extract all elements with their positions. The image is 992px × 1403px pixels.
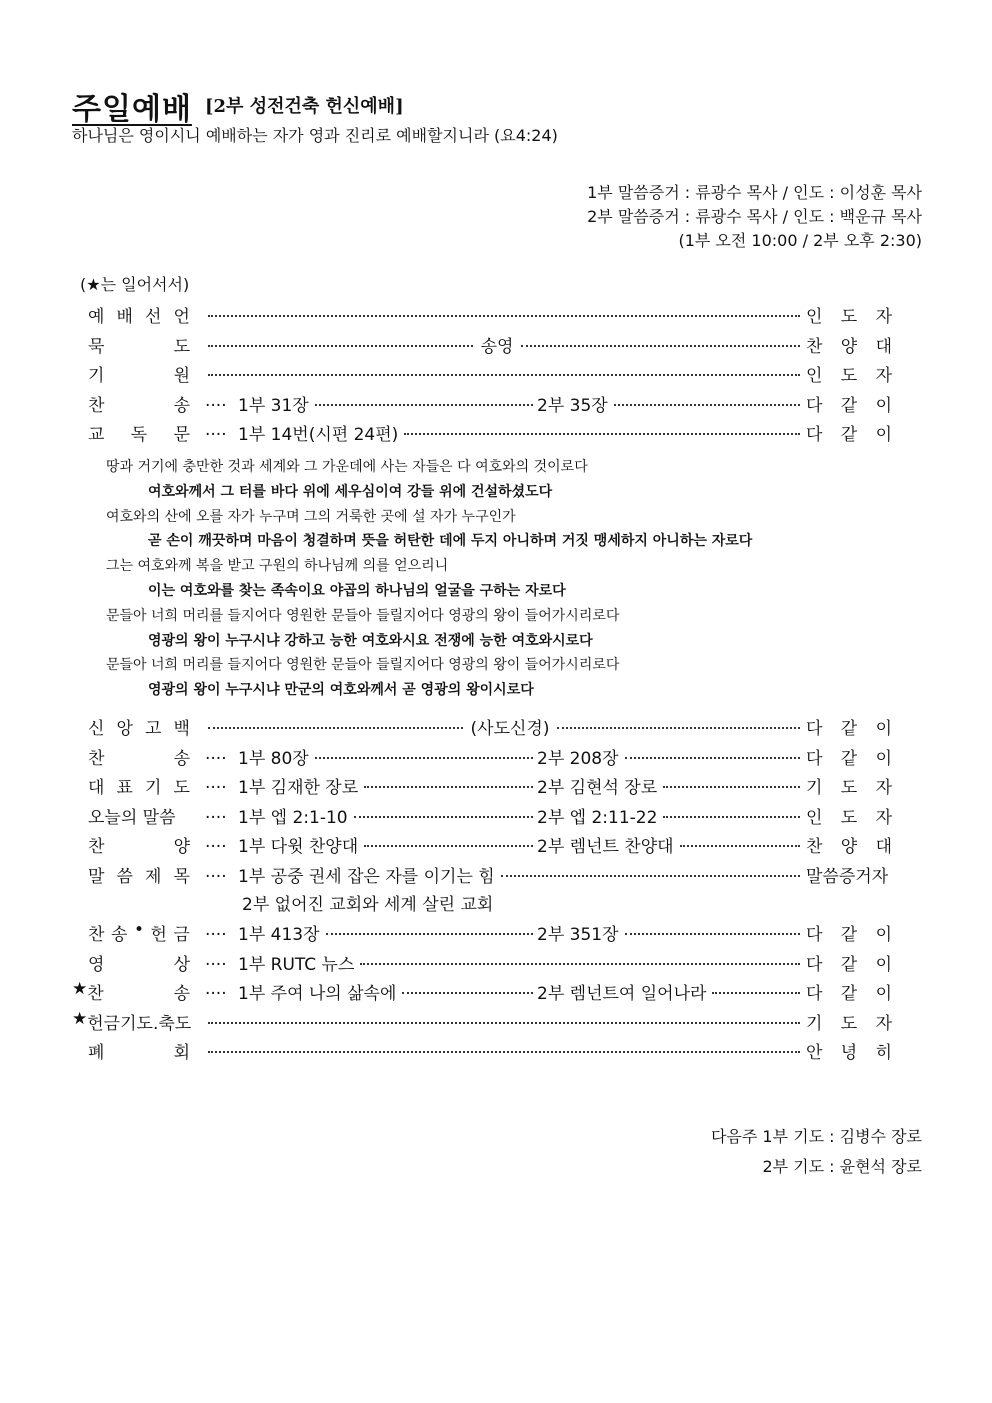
item-label: 오늘의 말씀 (88, 807, 176, 828)
part-2-detail: 2부 엡 2:11-22 (537, 807, 658, 828)
item-role: 다 같 이 (806, 425, 892, 445)
separator: .... (205, 861, 227, 882)
dot-leader (680, 845, 800, 847)
page-subtitle: [2부 성전건축 헌신예배] (205, 96, 404, 117)
separator: .... (205, 802, 227, 823)
item-role: 다 같 이 (806, 925, 892, 945)
leader-line: 문들아 너희 머리를 들지어다 영원한 문들아 들릴지어다 영광의 왕이 들어가시리로다 (106, 657, 620, 674)
service-item (0, 979, 992, 1005)
separator: .... (205, 832, 227, 852)
dot-leader (364, 845, 533, 847)
separator: .... (205, 773, 227, 793)
separator: .... (205, 743, 227, 764)
item-label: 찬 송 (88, 395, 190, 416)
item-label: ★ 헌금기도.축도 (72, 1008, 192, 1034)
item-label: 말 씀 제 목 (88, 866, 190, 887)
standing-note: (★는 일어서서) (80, 275, 190, 294)
service-item (0, 744, 992, 770)
next-week-prayer-1: 다음주 1부 기도 : 김병수 장로 (710, 1127, 922, 1146)
service-item (0, 420, 992, 446)
part-2-detail: 2부 351장 (537, 925, 619, 945)
next-week-prayer-2: 2부 기도 : 윤현석 장로 (762, 1157, 922, 1176)
service-item (0, 302, 992, 328)
item-role: 찬 양 대 (806, 837, 892, 857)
item-label: 찬 양 (88, 837, 190, 857)
separator: .... (205, 949, 227, 970)
part-1-detail: 1부 14번(시편 24편) (238, 425, 399, 445)
item-role: 다 같 이 (806, 748, 892, 769)
congregation-line: 여호와께서 그 터를 바다 위에 세우심이여 강들 위에 건설하셨도다 (148, 483, 553, 500)
item-role: 말씀증거자 (806, 866, 889, 887)
item-role: 다 같 이 (806, 395, 892, 416)
part-1-detail: 1부 RUTC 뉴스 (238, 954, 355, 975)
item-role: 다 같 이 (806, 984, 892, 1004)
page-title: 주일예배 (72, 92, 192, 127)
item-label: 폐 회 (88, 1043, 190, 1063)
part-2-detail: 2부 렘넌트 찬양대 (537, 837, 674, 857)
preacher-line-1: 1부 말씀증거 : 류광수 목사 / 인도 : 이성훈 목사 (587, 183, 922, 202)
item-role: 인 도 자 (806, 366, 892, 386)
item-role: 인 도 자 (806, 807, 892, 828)
dot-leader (326, 933, 533, 935)
theme-verse: 하나님은 영이시니 예배하는 자가 영과 진리로 예배할지니라 (요4:24) (72, 126, 558, 145)
separator: .... (205, 420, 227, 440)
dot-leader (712, 992, 800, 994)
separator: .... (205, 979, 227, 999)
item-role: 찬 양 대 (806, 336, 892, 357)
preacher-line-2: 2부 말씀증거 : 류광수 목사 / 인도 : 백운규 목사 (587, 207, 922, 226)
item-label: 교 독 문 (88, 425, 190, 445)
part-2-detail: 2부 렘넌트여 일어나라 (537, 984, 707, 1004)
dot-leader (521, 345, 800, 347)
leader-line: 문들아 너희 머리를 들지어다 영원한 문들아 들릴지어다 영광의 왕이 들어가시리로다 (106, 607, 620, 624)
item-label: 기 원 (88, 366, 190, 386)
dot-leader (208, 1051, 800, 1053)
item-center-text: 송영 (480, 336, 514, 357)
congregation-line: 영광의 왕이 누구시냐 강하고 능한 여호와시요 전쟁에 능한 여호와시로다 (148, 632, 593, 649)
dot-leader (625, 933, 800, 935)
dot-leader (208, 315, 800, 317)
congregation-line: 곧 손이 깨끗하며 마음이 청결하며 뜻을 허탄한 데에 두지 아니하며 거짓 맹세하지 아니하는 자로다 (148, 533, 753, 550)
service-item (0, 832, 992, 858)
service-item (0, 391, 992, 417)
service-item (0, 1038, 992, 1064)
part-1-detail: 1부 31장 (238, 395, 309, 416)
dot-leader (208, 727, 463, 729)
item-label: 대 표 기 도 (88, 778, 190, 798)
item-role: 기 도 자 (806, 1013, 892, 1034)
leader-line: 여호와의 산에 오를 자가 누구며 그의 거룩한 곳에 설 자가 누구인가 (106, 508, 516, 525)
dot-leader (315, 404, 533, 406)
star-icon: ★ (72, 1008, 88, 1029)
dot-leader (402, 992, 533, 994)
part-2-detail: 2부 35장 (537, 395, 608, 416)
service-item (0, 950, 992, 976)
service-item (0, 332, 992, 358)
service-item (0, 920, 992, 946)
part-1-detail: 1부 주여 나의 삶속에 (238, 984, 397, 1004)
star-icon: ★ (72, 979, 88, 999)
part-1-detail: 1부 공중 권세 잡은 자를 이기는 힘 (238, 866, 495, 887)
part-1-detail: 1부 413장 (238, 925, 320, 945)
dot-leader (364, 786, 533, 788)
part-1-detail: 1부 다윗 찬양대 (238, 837, 359, 857)
item-label: ★ 찬 송 (72, 979, 190, 1004)
service-item (0, 714, 992, 740)
item-label: 신 앙 고 백 (88, 719, 190, 739)
dot-leader (208, 1022, 800, 1024)
dot-leader (208, 374, 800, 376)
item-role: 기 도 자 (806, 778, 892, 798)
dot-leader (625, 757, 800, 759)
dot-leader (360, 963, 800, 965)
leader-line: 그는 여호와께 복을 받고 구원의 하나님께 의를 얻으리니 (106, 558, 449, 575)
dot-leader (404, 433, 800, 435)
sermon-title-part-2: 2부 없어진 교회와 세계 살린 교회 (242, 895, 494, 915)
dot-leader (557, 727, 800, 729)
part-1-detail: 1부 김재한 장로 (238, 778, 359, 798)
service-item (0, 803, 992, 829)
dot-leader (354, 816, 533, 818)
service-times: (1부 오전 10:00 / 2부 오후 2:30) (678, 231, 922, 250)
item-role: 다 같 이 (806, 954, 892, 975)
leader-line: 땅과 거기에 충만한 것과 세계와 그 가운데에 사는 자들은 다 여호와의 것이로다 (106, 459, 588, 475)
dot-leader (663, 816, 800, 818)
item-label: 영 상 (88, 954, 190, 975)
service-item (0, 361, 992, 387)
item-label: 묵 도 (88, 336, 190, 357)
separator: .... (205, 390, 227, 411)
item-label: 예 배 선 언 (88, 307, 190, 327)
service-item (0, 862, 992, 888)
part-1-detail: 1부 80장 (238, 748, 309, 769)
dot-leader (315, 757, 533, 759)
dot-leader (501, 875, 800, 877)
separator: .... (205, 920, 227, 940)
item-role: 다 같 이 (806, 719, 892, 739)
item-label: 찬 송 (88, 748, 190, 769)
item-role: 안 녕 히 (806, 1043, 892, 1063)
congregation-line: 영광의 왕이 누구시냐 만군의 여호와께서 곧 영광의 왕이시로다 (148, 682, 534, 699)
part-2-detail: 2부 김현석 장로 (537, 778, 658, 798)
part-2-detail: 2부 208장 (537, 748, 619, 769)
item-label: 찬 송 • 헌 금 (88, 920, 190, 945)
part-1-detail: 1부 엡 2:1-10 (238, 807, 348, 828)
dot-leader (614, 404, 800, 406)
item-center-text: (사도신경) (470, 719, 550, 739)
dot-leader (208, 345, 473, 347)
congregation-line: 이는 여호와를 찾는 족속이요 야곱의 하나님의 얼굴을 구하는 자로다 (148, 583, 566, 599)
service-item (0, 1009, 992, 1035)
service-item (0, 773, 992, 799)
item-role: 인 도 자 (806, 307, 892, 327)
dot-leader (663, 786, 800, 788)
